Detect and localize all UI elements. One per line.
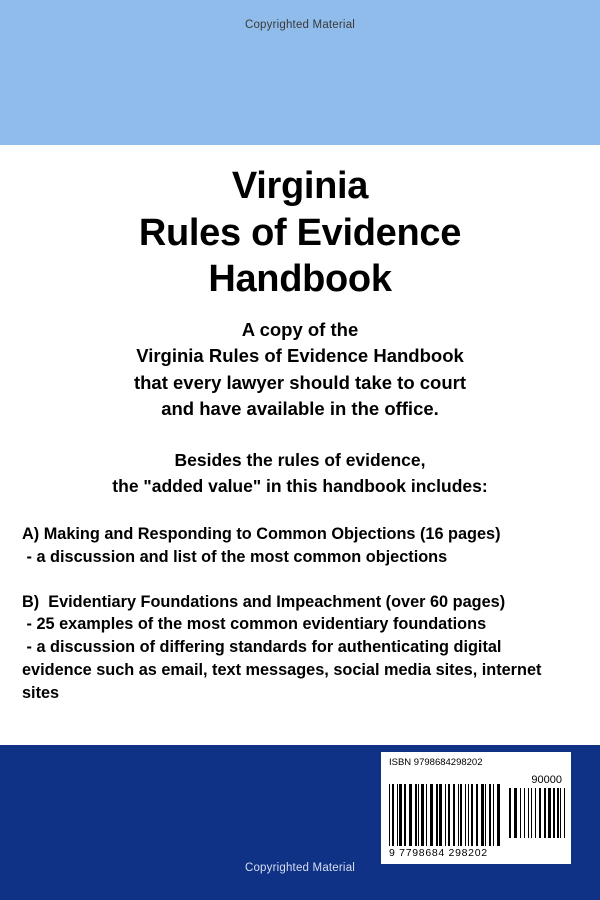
barcode-bar [471, 784, 473, 846]
barcode-bar [430, 784, 433, 846]
barcode-bar [553, 788, 555, 838]
section-b-detail-2: - a discussion of differing standards for authenticating digital [22, 638, 502, 657]
barcode-bar [399, 784, 402, 846]
barcode-ean13-bars [389, 784, 501, 846]
barcode-bar [548, 788, 551, 838]
added-value-line-1: Besides the rules of evidence, [174, 450, 426, 471]
barcode-bar [509, 788, 511, 838]
price-addon-value: 90000 [531, 774, 562, 786]
barcode-bar [520, 788, 521, 838]
barcode-bar [389, 784, 390, 846]
barcode-bar [460, 784, 462, 846]
barcode-bar [453, 784, 455, 846]
barcode-bar [421, 784, 424, 846]
barcode-bar [489, 784, 491, 846]
barcode-bar [528, 788, 529, 838]
isbn-label: ISBN 9798684298202 [389, 757, 483, 768]
section-b-detail-1: - 25 examples of the most common evidentiary foundations [22, 615, 487, 634]
barcode-bar [481, 784, 484, 846]
barcode-digits: 9 7798684 298202 [389, 847, 488, 859]
barcode-bar [404, 784, 406, 846]
blurb-line-4: and have available in the office. [161, 398, 439, 419]
barcode-bar [426, 784, 427, 846]
blurb-line-2: Virginia Rules of Evidence Handbook [136, 345, 464, 367]
barcode-bar [539, 788, 541, 838]
blurb-line-3: that every lawyer should take to court [133, 371, 467, 393]
barcode-bar [524, 788, 525, 838]
feature-section-a [22, 523, 586, 569]
barcode-bar [465, 784, 466, 846]
book-title [0, 145, 600, 303]
barcode-bar [557, 788, 559, 838]
barcode-bar [439, 784, 442, 846]
barcode-bar [458, 784, 459, 846]
section-b-heading: B) Evidentiary Foundations and Impeachment (over 60 pages) [22, 592, 506, 611]
cover-content [0, 145, 600, 745]
blurb-line-1: A copy of the [241, 319, 359, 341]
barcode-bar [409, 784, 412, 846]
added-value-line-2: the "added value" in this handbook includes: [112, 475, 488, 496]
barcode-bar [485, 784, 486, 846]
barcode-bar [468, 784, 469, 846]
barcode-bar [497, 784, 500, 846]
barcode-bar [415, 784, 417, 846]
barcode-bar [514, 788, 517, 838]
top-color-band [0, 0, 600, 145]
title-line-2: Rules of Evidence [138, 211, 462, 254]
barcode-bar [476, 784, 478, 846]
barcode-bar [445, 784, 446, 846]
barcode-block [381, 752, 571, 864]
title-line-1: Virginia [231, 165, 369, 207]
title-line-3: Handbook [208, 258, 392, 301]
barcode-bar [392, 784, 394, 846]
book-blurb [0, 317, 600, 422]
copyright-notice-bottom: Copyrighted Material [244, 862, 356, 874]
section-b-detail-4: sites [22, 683, 60, 702]
barcode-bar [531, 788, 532, 838]
barcode-bar [560, 788, 561, 838]
barcode-bar [418, 784, 419, 846]
barcode-bar [397, 784, 398, 846]
barcode-bar [448, 784, 450, 846]
section-a-heading: A) Making and Responding to Common Objections (16 pages) [22, 525, 501, 544]
feature-section-b [22, 591, 586, 705]
barcode-bar [493, 784, 494, 846]
section-a-detail-1: - a discussion and list of the most common objections [22, 547, 448, 566]
added-value-intro [0, 448, 600, 499]
barcode-bar [436, 784, 438, 846]
barcode-bar [544, 788, 546, 838]
feature-list [0, 523, 600, 705]
section-b-detail-3: evidence such as email, text messages, social media sites, internet [22, 661, 542, 680]
barcode-addon-bars [509, 788, 565, 838]
barcode-bar [535, 788, 536, 838]
barcode-bar [564, 788, 565, 838]
copyright-notice-top: Copyrighted Material [244, 19, 356, 31]
